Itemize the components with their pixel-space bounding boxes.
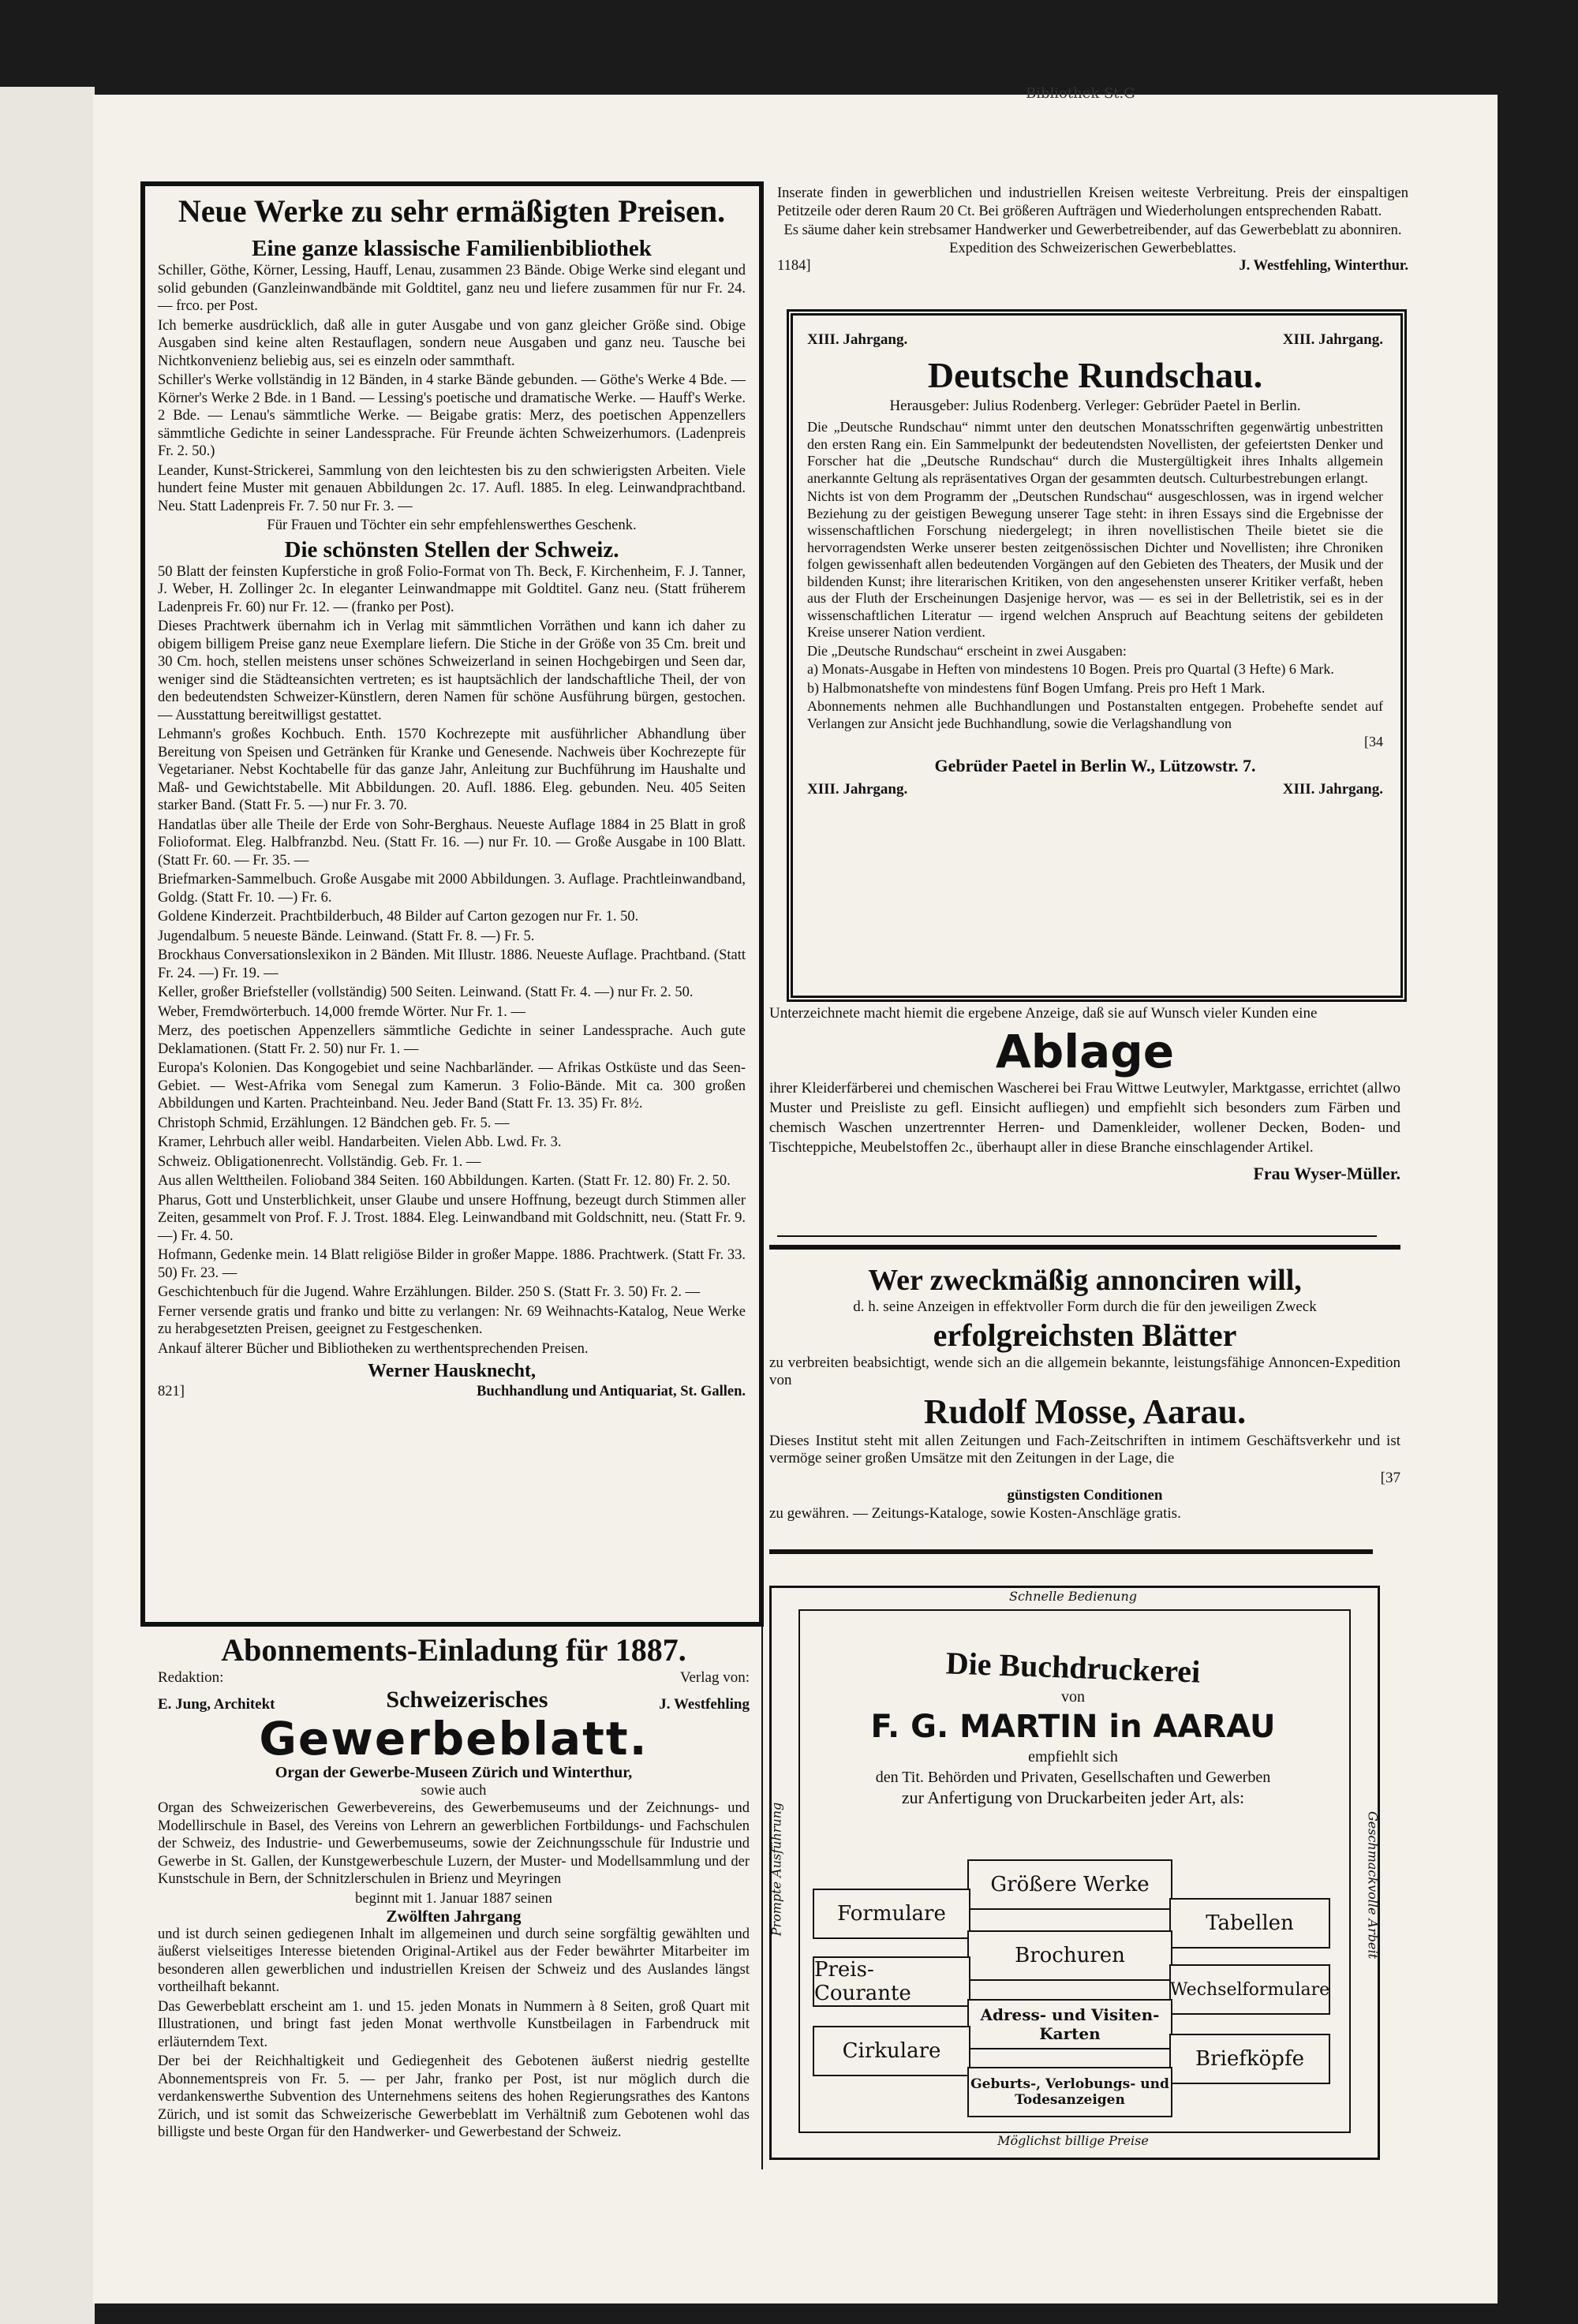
ad-title: Neue Werke zu sehr ermäßigten Preisen. — [178, 193, 726, 229]
subscription-year: Zwölften Jahrgang — [386, 1907, 522, 1926]
inserate-signature: J. Westfehling, Winterthur. — [1239, 258, 1408, 274]
rundschau-year: XIII. Jahrgang. — [1282, 331, 1383, 348]
paper-organ: Organ der Gewerbe-Museen Zürich und Winterthur, — [275, 1764, 633, 1781]
publisher-name: J. Westfehling — [659, 1695, 750, 1713]
ad-text: Ankauf älterer Bücher und Bibliotheken zu werthentsprechenden Preisen. — [158, 1340, 589, 1357]
ad-text: Pharus, Gott und Unsterblichkeit, unser Glaube und unsere Hoffnung, bezeugt durch Stimmen aller Zeiten, gesammelt von Prof. F. J. Trost. 1884. Eleg. Leinwandband mit Goldschnitt, neu. (Statt Fr. 9. —) Fr. 4. 50. — [158, 1192, 746, 1244]
ad-text: Hofmann, Gedenke mein. 14 Blatt religiöse Bilder in großer Mappe. 1886. Prachtwerk. (Statt Fr. 33. 50) Fr. 23. — — [158, 1247, 746, 1281]
ad-text: Brockhaus Conversationslexikon in 2 Bänden. Mit Illustr. 1886. Neueste Auflage. Prachtband. (Statt Fr. 24. —) Fr. 19. — — [158, 947, 746, 981]
ad-text: Lehmann's großes Kochbuch. Enth. 1570 Kochrezepte mit ausführlicher Abhandlung über Bereitung von Speisen und Getränken für Kranke und Genesende. Nachweis über Kochrezepte für Vegetarianer. Nebst Kochtabelle für das ganze Jahr, Anleitung zur Buchführung im Haushalte und Maß- und Gewichtstabelle. Mit Abbildungen. 20. Aufl. 1886. Eleg. gebunden. Neu. 405 Seiten starker Band. (Statt Fr. 5. —) nur Fr. 3. 70. — [158, 727, 746, 813]
martin-left-label: Prompte Ausführung — [768, 1802, 784, 1937]
rundschau-year: XIII. Jahrgang. — [807, 780, 908, 798]
mosse-headline: erfolgreichsten Blätter — [933, 1317, 1237, 1353]
service-cell: Briefköpfe — [1169, 2034, 1330, 2084]
ad-text: Dieses Prachtwerk übernahm ich in Verlag mit sämmtlichen Vorräthen und kann ich daher zu obigem billigem Preise ganz neue Exemplare liefern. Die Stiche in der Größe von 35 Cm. breit und 30 Cm. hoch, stellen meistens unser schönes Schweizerland in seinen Hochgebirgen und Seen dar, weniger sind die Städteansichten vertreten; es ist hauptsächlich der landschaftliche Theil, der von den bedeutendsten Schweizer-Künstlern, deren Namen für schöne Ausführung bürgen, gestochen. — Ausstattung bereitwilligst gestattet. — [158, 618, 746, 723]
mosse-ad — [769, 1262, 1400, 1523]
ad-signature-name: Werner Hausknecht, — [368, 1361, 536, 1381]
ad-text: Geschichtenbuch für die Jugend. Wahre Erzählungen. Bilder. 250 S. (Statt Fr. 3. 50) Fr. 2. — — [158, 1284, 701, 1300]
rundschau-title: Deutsche Rundschau. — [927, 354, 1263, 395]
martin-bottom-label: Möglichst billige Preise — [997, 2133, 1149, 2148]
mosse-name: Rudolf Mosse, Aarau. — [923, 1392, 1247, 1431]
inserate-text: Es säume daher kein strebsamer Handwerker und Gewerbetreibender, auf das Gewerbeblatt zu abonniren. — [783, 222, 1402, 238]
editor-label: Redaktion: — [158, 1669, 224, 1686]
ablage-title: Ablage — [995, 1025, 1175, 1078]
mosse-code: [37 — [1380, 1469, 1400, 1486]
ad-signature-firm: Buchhandlung und Antiquariat, St. Gallen. — [477, 1384, 746, 1399]
inserate-notice — [777, 185, 1408, 275]
ad-text: Europa's Kolonien. Das Kongogebiet und seine Nachbarländer. — Afrikas Ostküste und das Seen-Gebiet. — West-Afrika vom Senegal zum Kamerun. 3 Folio-Bände. Mit ca. 300 großen Abbildungen und Karten. Prachteinband. Neu. Jeder Band (Statt Fr. 13. 35) Fr. 8½. — [158, 1060, 746, 1112]
ad-text: Ich bemerke ausdrücklich, daß alle in guter Ausgabe und von ganz gleicher Größe sind. Obige Ausgaben sind keine alten Restauflagen, sondern neue Ausgaben und ganz neu. Tausche bei Nichtkonvenienz beliebig aus, sei es einzeln oder sammthaft. — [158, 317, 746, 369]
martin-text: den Tit. Behörden und Privaten, Gesellschaften und Gewerben — [875, 1769, 1271, 1786]
rundschau-text: Die „Deutsche Rundschau“ nimmt unter den deutschen Monatsschriften gegenwärtig unbestritten den ersten Rang ein. Ein Sammelpunkt der bedeutendsten Novellisten, der gefeiertsten Denker und Forscher hat die „Deutsche Rundschau“ durch die Mustergültigkeit ihres Inhalts allgemein anerkannte Geltung als repräsentatives Organ der gesammten deutsch. Culturbestrebungen erlangt. — [807, 419, 1383, 486]
martin-top-label: Schnelle Bedienung — [1009, 1589, 1137, 1604]
ablage-ad — [769, 1003, 1400, 1183]
ad-text: Kramer, Lehrbuch aller weibl. Handarbeiten. Vielen Abb. Lwd. Fr. 3. — [158, 1134, 562, 1150]
ad-text: Keller, großer Briefsteller (vollständig) 500 Seiten. Leinwand. (Statt Fr. 4. —) nur Fr. 2. 50. — [158, 985, 694, 1000]
ad-text: Jugendalbum. 5 neueste Bände. Leinwand. (Statt Fr. 8. —) Fr. 5. — [158, 928, 535, 944]
martin-title: Die Buchdruckerei — [945, 1645, 1201, 1690]
ad-text: Schiller, Göthe, Körner, Lessing, Hauff, Lenau, zusammen 23 Bände. Obige Werke sind elegant und solid gebunden (Ganzleinwandbände mit Goldtitel, ganz neu und liefere zusammen für nur Fr. 24. — frco. per Post. — [158, 263, 746, 314]
ad-signature-line — [158, 1383, 746, 1401]
paper-title: Gewerbeblatt. — [259, 1712, 649, 1765]
divider-line — [777, 1235, 1377, 1237]
rundschau-year: XIII. Jahrgang. — [807, 331, 908, 348]
service-cell: Geburts-, Verlobungs- und Todesanzeigen — [967, 2067, 1172, 2117]
service-cell: Wechselformulare — [1169, 1964, 1330, 2015]
subscription-title: Abonnements-Einladung für 1887. — [221, 1632, 686, 1668]
rundschau-year: XIII. Jahrgang. — [1282, 780, 1383, 798]
rundschau-text: b) Halbmonatshefte von mindestens fünf Bogen Umfang. Preis pro Heft 1 Mark. — [807, 679, 1266, 696]
martin-content — [805, 1645, 1341, 1808]
ad-text: Aus allen Welttheilen. Folioband 384 Seiten. 160 Abbildungen. Karten. (Statt Fr. 12. 80) Fr. 2. 50. — [158, 1173, 731, 1189]
subscription-ad — [158, 1631, 750, 2143]
ad-text: 50 Blatt der feinsten Kupferstiche in groß Folio-Format von Th. Beck, F. Kirchenheim, F. J. Tanner, J. Weber, H. Zollinger 2c. In eleganter Leinwandmappe mit Goldtitel. Ganz neu. (Statt früherem Ladenpreis Fr. 60) nur Fr. 12. — (franko per Post). — [158, 563, 746, 615]
service-cell: Preis-Courante — [813, 1956, 970, 2007]
column-divider — [761, 181, 763, 2169]
mosse-text: d. h. seine Anzeigen in effektvoller Form durch die für den jeweiligen Zweck — [853, 1298, 1317, 1315]
service-cell: Cirkulare — [813, 2026, 970, 2076]
subscription-text: und ist durch seinen gediegenen Inhalt im allgemeinen und durch seine sorgfältig gewählten und äußerst vielseitiges Interesse bietenden Original-Artikel aus der Feder bewährter Mitarbeiter im besonderen allen gewerblichen und industriellen Kreisen der Schweiz und des Auslandes längst vortheilhaft bekannt. — [158, 1926, 750, 1995]
mosse-text: zu gewähren. — Zeitungs-Kataloge, sowie Kosten-Anschläge gratis. — [769, 1504, 1181, 1522]
service-cell: Adress- und Visiten-Karten — [967, 1999, 1172, 2049]
rundschau-text: Abonnements nehmen alle Buchhandlungen und Postanstalten entgegen. Probehefte sendet auf Verlangen zur Ansicht jede Buchhandlung, sowie die Verlagshandlung von — [807, 698, 1383, 731]
ad-text: Goldene Kinderzeit. Prachtbilderbuch, 48 Bilder auf Carton gezogen nur Fr. 1. 50. — [158, 909, 639, 925]
ad-subheading: Die schönsten Stellen der Schweiz. — [284, 536, 619, 562]
rundschau-year-bottom — [807, 781, 1383, 798]
library-stamp: Bibliothek St.G — [1026, 85, 1135, 102]
paper-subtitle: Schweizerisches — [386, 1687, 548, 1713]
ad-text: Briefmarken-Sammelbuch. Große Ausgabe mit 2000 Abbildungen. 3. Auflage. Prachtleinwandband, Goldg. (Statt Fr. 10. —) Fr. 6. — [158, 872, 746, 906]
ad-code: 821] — [158, 1384, 185, 1399]
subscription-text: Organ des Schweizerischen Gewerbevereins, des Gewerbemuseums und der Zeichnungs- und Modellirschule in Basel, des Vereins von Lehrern an gewerblichen Fortbildungs- und Fachschulen der Schweiz, des Industrie- und Gewerbemuseums, sowie der Zeichnungsschule für Industrie und Gewerbe in St. Gallen, der Kunstgewerbeschule Luzern, der Muster- und Modellsammlung und der Kunstschule in Bern, der Schnitzlerschulen in Brienz und Meyringen — [158, 1800, 750, 1887]
martin-von: von — [1061, 1688, 1085, 1706]
mosse-conditions: günstigsten Conditionen — [1007, 1487, 1163, 1504]
inserate-expedition: Expedition des Schweizerischen Gewerbeblattes. — [949, 240, 1236, 256]
paper-sowie: sowie auch — [421, 1782, 487, 1799]
mosse-title: Wer zweckmäßig annonciren will, — [868, 1264, 1302, 1297]
martin-text: zur Anfertigung von Druckarbeiten jeder Art, als: — [901, 1788, 1245, 1807]
ad-text: Ferner versende gratis und franko und bitte zu verlangen: Nr. 69 Weihnachts-Katalog, Neue Werke zu herabgesetzten Preisen, geeignet zu Festgeschenken. — [158, 1303, 746, 1337]
inserate-code: 1184] — [777, 258, 811, 274]
rundschau-publisher: Herausgeber: Julius Rodenberg. Verleger: Gebrüder Paetel in Berlin. — [889, 397, 1301, 414]
martin-right-label: Geschmackvolle Arbeit — [1365, 1810, 1381, 1959]
ad-text: Leander, Kunst-Strickerei, Sammlung von den leichtesten bis zu den schwierigsten Arbeiten. Viele hundert feine Muster mit genauen Abbildungen 2c. 17. Aufl. 1885. In eleg. Leinwandprachtband. Neu. Statt Ladenpreis Fr. 7. 50 nur Fr. 3. — — [158, 462, 746, 514]
subscription-text: Das Gewerbeblatt erscheint am 1. und 15. jeden Monats in Nummern à 8 Seiten, groß Quart mit Illustrationen, und bringt fast jeden Monat werthvolle Kunstbeilagen in Farbendruck mit erläuterndem Text. — [158, 1998, 750, 2050]
rundschau-signature: Gebrüder Paetel in Berlin W., Lützowstr. 7. — [934, 755, 1256, 775]
mosse-text: zu verbreiten beabsichtigt, wende sich an die allgemein bekannte, leistungsfähige Annoncen-Expedition von — [769, 1354, 1400, 1388]
divider-rule — [769, 1549, 1373, 1554]
ad-text: Schweiz. Obligationenrecht. Vollständig. Geb. Fr. 1. — — [158, 1153, 481, 1170]
subscription-names — [158, 1687, 750, 1713]
subscription-labels — [158, 1669, 750, 1687]
service-cell: Größere Werke — [967, 1859, 1172, 1910]
subscription-text: Der bei der Reichhaltigkeit und Gediegenheit des Gebotenen äußerst niedrig gestellte Abonnementspreis von Fr. 5. — per Jahr, franko per Post, ist nur möglich durch die verdankenswerthe Subvention des Unternehmens seitens des hohen Regierungsrathes des Kantons Zürich, und ist somit das Schweizerische Gewerbeblatt im Verhältniß zum Gebotenen wohl das billigste und beste Organ für den Handwerker- und Gewerbestand der Schweiz. — [158, 2053, 750, 2140]
service-cell: Tabellen — [1169, 1898, 1330, 1948]
ablage-intro: Unterzeichnete macht hiemit die ergebene Anzeige, daß sie auf Wunsch vieler Kunden eine — [769, 1005, 1318, 1022]
mosse-text: Dieses Institut steht mit allen Zeitungen und Fach-Zeitschriften in intimem Geschäftsverkehr und ist vermöge seiner großen Umsätze mit den Zeitungen in der Lage, die — [769, 1432, 1400, 1467]
ad-text: Handatlas über alle Theile der Erde von Sohr-Berghaus. Neueste Auflage 1884 in 25 Blatt in groß Folioformat. Eleg. Halbfranzbd. Neu. (Statt Fr. 16. —) nur Fr. 10. — Große Ausgabe in 100 Blatt. (Statt Fr. 60. — Fr. 35. — — [158, 816, 746, 869]
rundschau-code: [34 — [1364, 734, 1383, 749]
ablage-text: ihrer Kleiderfärberei und chemischen Wascherei bei Frau Wittwe Leutwyler, Marktgasse, errichtet (allwo Muster und Preisliste zu gefl. Einsicht aufliegen) und empfiehlt sich besonders zum Färben und chemisch Waschen unzertrennter Herren- und Damenkleider, wollener Decken, Boden- und Tischteppiche, Meubelstoffen 2c., überhaupt aller in diese Branche einschlagender Artikel. — [769, 1080, 1400, 1156]
service-cell: Brochuren — [967, 1930, 1172, 1981]
adjacent-page-edge — [0, 87, 95, 2324]
martin-text: empfiehlt sich — [1028, 1748, 1118, 1765]
rundschau-text: Die „Deutsche Rundschau“ erscheint in zwei Ausgaben: — [807, 642, 1127, 659]
ad-text: Weber, Fremdwörterbuch. 14,000 fremde Wörter. Nur Fr. 1. — — [158, 1003, 525, 1020]
ablage-signature: Frau Wyser-Müller. — [1253, 1164, 1400, 1183]
inserate-text: Inserate finden in gewerblichen und industriellen Kreisen weiteste Verbreitung. Preis der einspaltigen Petitzeile oder deren Raum 20 Ct. Bei größeren Aufträgen und Wiederholungen entsprechenden Rabatt. — [777, 185, 1408, 219]
ad-text: Schiller's Werke vollständig in 12 Bänden, in 4 starke Bände gebunden. — Göthe's Werke 4 Bde. — Körner's Werke 2 Bde. in 1 Band. — Lessing's poetische und dramatische Werke. — Hauff's Werke. 2 Bde. — Lenau's sämmtliche Werke. — Beigabe gratis: Merz, des poetischen Appenzellers sämmtliche Gedichte in seiner Landessprache. Für Freunde ächten Schweizerhumors. (Ladenpreis Fr. 2. 50.) — [158, 372, 746, 459]
subscription-text: beginnt mit 1. Januar 1887 seinen — [355, 1890, 552, 1907]
publisher-label: Verlag von: — [679, 1669, 750, 1686]
rundschau-text: a) Monats-Ausgabe in Heften von mindestens 10 Bogen. Preis pro Quartal (3 Hefte) 6 Mark. — [807, 661, 1334, 677]
divider-rule — [769, 1245, 1400, 1250]
ad-text: Merz, des poetischen Appenzellers sämmtliche Gedichte in seiner Landessprache. Auch gute Deklamationen. (Statt Fr. 2. 50) nur Fr. 1. — — [158, 1023, 746, 1057]
rundschau-year-top — [807, 331, 1383, 349]
ad-text: Christoph Schmid, Erzählungen. 12 Bändchen geb. Fr. 5. — — [158, 1115, 510, 1131]
martin-name: F. G. MARTIN in AARAU — [870, 1709, 1276, 1745]
ad-text: Für Frauen und Töchter ein sehr empfehlenswerthes Geschenk. — [267, 517, 637, 533]
service-cell: Formulare — [813, 1889, 970, 1939]
book-offer-content — [158, 192, 746, 1401]
rundschau-content — [807, 331, 1383, 798]
ad-subtitle: Eine ganze klassische Familienbibliothek — [252, 236, 652, 261]
inserate-signature-line — [777, 257, 1408, 275]
rundschau-text: Nichts ist von dem Programm der „Deutschen Rundschau“ ausgeschlossen, was in irgend welcher Beziehung zu der geistigen Bewegung unserer Tage steht: in ihren Essays sind die Ergebnisse der wissenschaftlichen Forschung niedergelegt; in ihren novellistischen Theile bietet sie die hervorragendsten Werke unserer besten zeitgenössischen Dichter und Novellisten; ihre Chroniken folgen gewissenhaft allen bedeutenden Vorgängen auf den Gebieten des Theaters, der Musik und der bildenden Kunst; ihre literarischen Kritiken, von den angesehensten unserer Kritiker verfaßt, heben aus der Fluth der Erscheinungen Dasjenige hervor, was — es sei in der Belletristik, sei es in der wissenschaftlichen Literatur — irgend welchen Anspruch auf Beachtung seitens der gebildeten Kreise unserer Nation verdient. — [807, 488, 1383, 640]
editor-name: E. Jung, Architekt — [158, 1695, 275, 1713]
